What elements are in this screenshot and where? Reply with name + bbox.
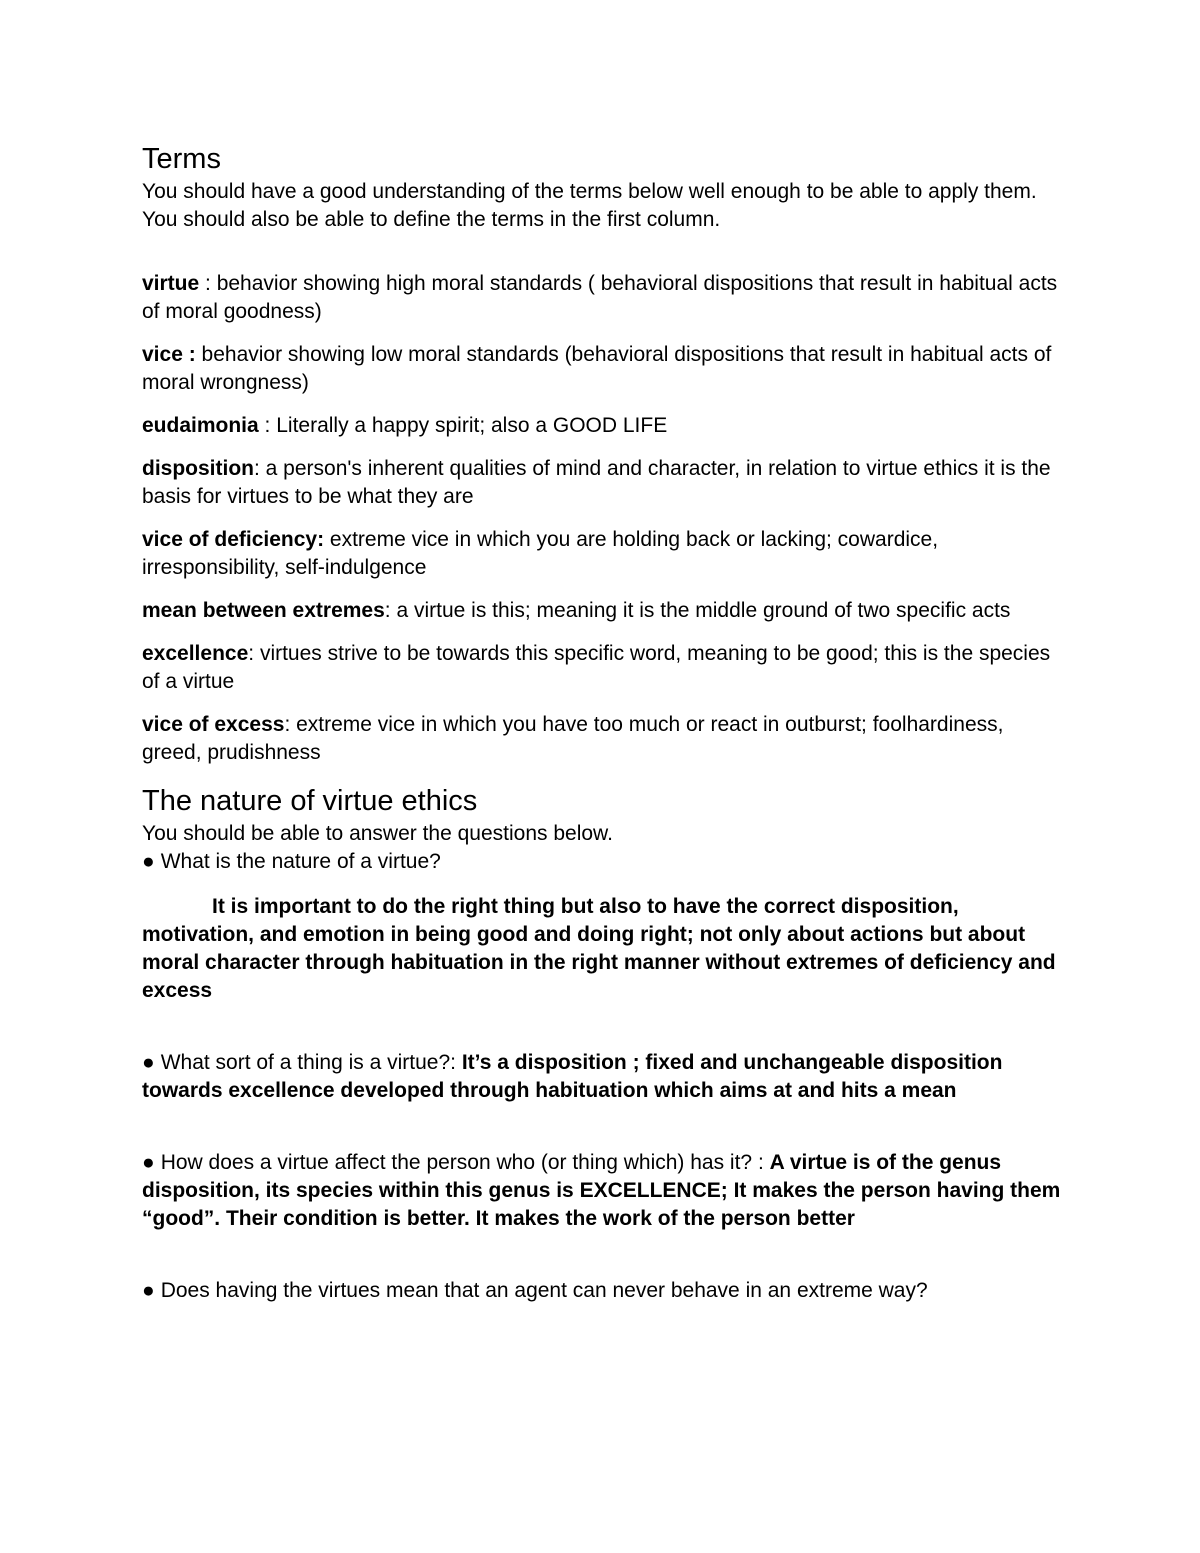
section-title-terms: Terms: [142, 143, 221, 175]
term-name: disposition: [142, 457, 254, 480]
term-definition: a virtue is this; meaning it is the middle ground of two specific acts: [396, 599, 1011, 622]
virtue-ethics-intro: You should be able to answer the questions below.: [142, 822, 613, 845]
terms-intro: You should have a good understanding of the terms below well enough to be able to apply them. You should also be able to define the terms in the first column.: [142, 180, 1037, 231]
term-name: mean between extremes: [142, 599, 385, 622]
term-item: [142, 640, 1062, 696]
terms-list: [142, 270, 1062, 767]
question-item: [142, 1049, 1062, 1105]
bullet-icon: ●: [142, 1151, 155, 1174]
question-text: What sort of a thing is a virtue?:: [160, 1051, 462, 1074]
term-separator: :: [384, 599, 397, 622]
term-item: [142, 270, 1062, 326]
answer-text: A virtue is of the genus disposition, its species within this genus is EXCELLENCE; It makes the person having them “good”. Their condition is better. It makes the work of the person better: [142, 1151, 1061, 1230]
term-name: virtue: [142, 272, 200, 295]
bullet-icon: ●: [142, 850, 155, 873]
term-separator: :: [258, 414, 277, 437]
bullet-icon: ●: [142, 1279, 155, 1302]
answer-text: It’s a disposition ; fixed and unchangeable disposition towards excellence developed through habituation which aims at and hits a mean: [142, 1051, 1003, 1102]
question-text: Does having the virtues mean that an agent can never behave in an extreme way?: [160, 1279, 928, 1302]
term-definition: extreme vice in which you are holding back or lacking; cowardice, irresponsibility, self-indulgence: [142, 528, 939, 579]
question-item: [142, 1277, 1062, 1305]
term-item: [142, 412, 1062, 440]
term-definition: virtues strive to be towards this specific word, meaning to be good; this is the species of a virtue: [142, 642, 1051, 693]
term-item: [142, 597, 1062, 625]
term-definition: behavior showing low moral standards (behavioral dispositions that result in habitual acts of moral wrongness): [142, 343, 1052, 394]
question-text: How does a virtue affect the person who (or thing which) has it? :: [160, 1151, 770, 1174]
term-name: vice :: [142, 343, 196, 366]
term-name: vice of excess: [142, 713, 285, 736]
question-text: What is the nature of a virtue?: [160, 850, 441, 873]
question-item: [142, 1149, 1062, 1233]
question-item: [142, 848, 1062, 876]
section-title-virtue-ethics: The nature of virtue ethics: [142, 785, 478, 817]
term-separator: :: [284, 713, 297, 736]
term-item: [142, 526, 1062, 582]
term-item: [142, 711, 1062, 767]
term-name: excellence: [142, 642, 249, 665]
term-definition: Literally a happy spirit; also a GOOD LIFE: [276, 414, 668, 437]
term-separator: :: [248, 642, 260, 665]
answer-text: It is important to do the right thing but also to have the correct disposition, motivation, and emotion in being good and doing right; not only about actions but about moral character through habituation in the right manner without extremes of deficiency and excess: [142, 895, 1056, 1002]
term-definition: extreme vice in which you have too much or react in outburst; foolhardiness, greed, prudishness: [142, 713, 1004, 764]
term-item: [142, 341, 1062, 397]
document-page: [142, 140, 1062, 1305]
term-definition: a person's inherent qualities of mind and character, in relation to virtue ethics it is the basis for virtues to be what they are: [142, 457, 1051, 508]
term-separator: :: [199, 272, 217, 295]
term-name: eudaimonia: [142, 414, 259, 437]
term-name: vice of deficiency:: [142, 528, 325, 551]
bullet-icon: ●: [142, 1051, 155, 1074]
term-separator: :: [254, 457, 266, 480]
term-definition: behavior showing high moral standards ( behavioral dispositions that result in habitual acts of moral goodness): [142, 272, 1058, 323]
term-item: [142, 455, 1062, 511]
